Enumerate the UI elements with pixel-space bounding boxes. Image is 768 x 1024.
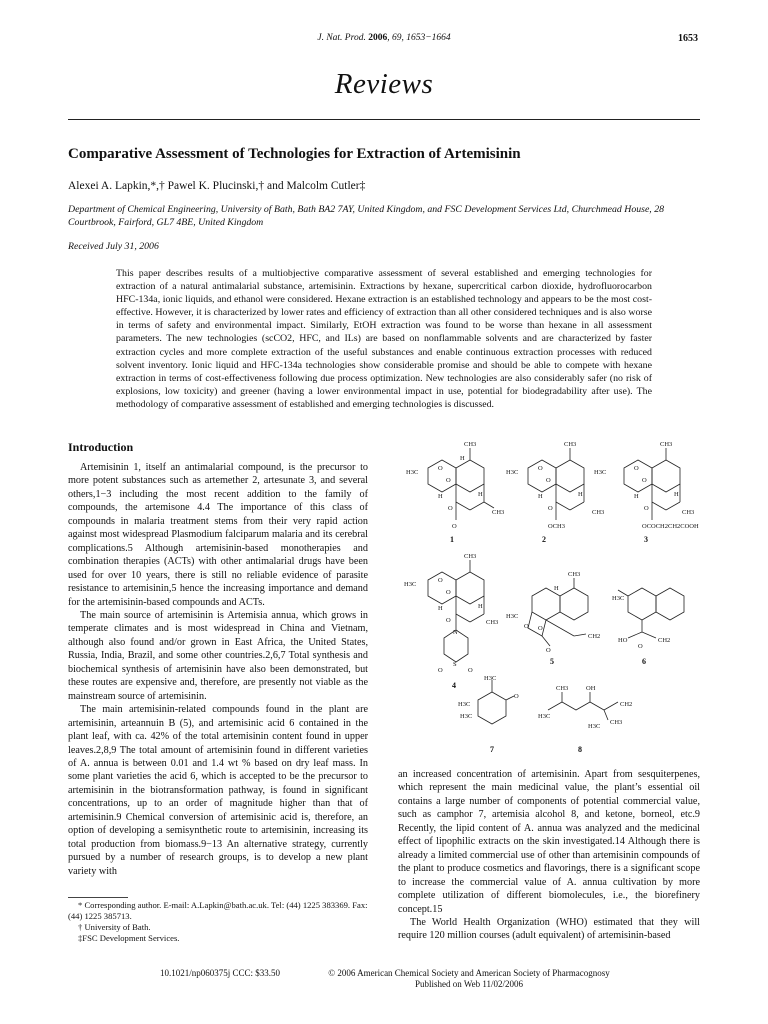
structure-artemether — [506, 441, 607, 544]
journal-citation: , 69, 1653−1664 — [387, 33, 451, 43]
svg-text:H: H — [578, 491, 583, 498]
svg-text:O: O — [446, 617, 451, 624]
svg-text:H3C: H3C — [506, 613, 519, 620]
structure-arteannuin-b — [506, 571, 600, 666]
svg-text:O: O — [538, 625, 543, 632]
svg-text:O: O — [548, 505, 553, 512]
svg-text:O: O — [634, 465, 639, 472]
svg-text:O: O — [546, 477, 551, 484]
svg-text:O: O — [438, 667, 443, 674]
received-date: Received July 31, 2006 — [68, 241, 159, 252]
affiliation: Department of Chemical Engineering, University of Bath, Bath BA2 7AY, United Kingdom, and FSC Development Services Ltd, Churchmead House, 28 Courtbrook, Fairford, GL7 4BE, United Kingdom — [68, 204, 664, 228]
svg-text:OH: OH — [586, 685, 596, 692]
svg-text:CH3: CH3 — [564, 441, 577, 448]
svg-text:O: O — [524, 623, 529, 630]
svg-text:CH3: CH3 — [464, 553, 477, 560]
right-column — [398, 768, 700, 943]
svg-text:CH3: CH3 — [610, 719, 623, 726]
compound-label: 5 — [550, 657, 554, 666]
svg-text:O: O — [644, 505, 649, 512]
svg-text:CH3: CH3 — [660, 441, 673, 448]
publication-date: Published on Web 11/02/2006 — [414, 979, 524, 989]
svg-text:H3C: H3C — [460, 713, 473, 720]
footnote-corresponding: * Corresponding author. E-mail: A.Lapkin@bath.ac.uk. Tel: (44) 1225 383369. Fax: (44) 1225 385713. — [68, 900, 368, 921]
intro-paragraph: Artemisinin 1, itself an antimalarial compound, is the precursor to more potent substances such as artemether 2, artesunate 3, and several others,1−3 including the most recent addition to the family of compounds, the artemisone 4.4 The importance of this class of compounds in malaria treatment stems from their very rapid action against most widespread Plasmodium falciparum malaria and its cerebral complications.5 Although artemisinin-based monotherapies and combination therapies (ACTs) with other antimalarial drugs have been used for over 10 years, there is still no reliable evidence of parasite resistance to artemisinin,5 hence the increasing importance and demand for the artemisinin-based compounds and ACTs. — [68, 462, 368, 608]
journal-name: J. Nat. Prod. — [317, 33, 366, 43]
svg-text:H: H — [460, 455, 465, 462]
svg-text:H: H — [634, 493, 639, 500]
svg-text:O: O — [642, 477, 647, 484]
abstract: This paper describes results of a multiobjective comparative assessment of several established and emerging technologies for extraction of a natural antimalarial substance, artemisinin. Extractions by hexane, supercritical carbon dioxide, hydrofluorocarbon HFC-134a, ionic liquids, and ethanol were considered. Hexane extraction is an established technology and appears to be the most cost-effective. However, it is characterized by lower rates and efficiency of extraction than all other considered techniques and is also worse in terms of safety and environmental impact. Similarly, EtOH extraction was found to be worse than hexane in all assessment parameters. The new technologies (scCO2, HFC, and ILs) are based on nonflammable solvents and are characterized by faster extraction cycles and more complete extraction of the useful substances and enable continuous extraction processes with reduced solvent inventory. Ionic liquid and HFC-134a technologies show considerable promise and should be able to compete with hexane extraction in terms of cost-effectiveness following due process optimization. New technologies are also considerably safer (no risk of explosions, low toxicity) and greener (having a lower environmental impact in use, potential for biodegradability after use). The methodology of comparative assessment of established and emerging technologies is discussed. — [116, 268, 652, 410]
svg-text:CH2: CH2 — [658, 637, 671, 644]
svg-text:O: O — [438, 465, 443, 472]
svg-text:H: H — [674, 491, 679, 498]
svg-text:O: O — [452, 523, 457, 530]
footnotes — [68, 900, 368, 944]
svg-text:CH3: CH3 — [486, 619, 499, 626]
svg-text:N: N — [453, 629, 458, 636]
structure-camphor — [458, 675, 519, 754]
doi: 10.1021/np060375j CCC: $33.50 — [160, 968, 281, 978]
compound-label: 2 — [542, 535, 546, 544]
svg-text:CH3: CH3 — [592, 509, 605, 516]
structure-artemisone — [404, 553, 498, 690]
title-rule — [68, 119, 700, 120]
footnote-rule — [68, 897, 128, 898]
svg-text:O: O — [446, 477, 451, 484]
svg-text:H: H — [438, 605, 443, 612]
svg-text:H3C: H3C — [594, 469, 607, 476]
svg-text:CH3: CH3 — [568, 571, 581, 578]
svg-text:O: O — [514, 693, 519, 700]
svg-text:OCOCH2CH2COOH: OCOCH2CH2COOH — [642, 523, 699, 530]
compound-label: 1 — [450, 535, 454, 544]
copyright: © 2006 American Chemical Society and American Society of Pharmacognosy — [328, 968, 610, 978]
svg-text:O: O — [448, 505, 453, 512]
svg-text:O: O — [446, 589, 451, 596]
svg-text:CH2: CH2 — [588, 633, 601, 640]
svg-text:H3C: H3C — [588, 723, 601, 730]
journal-year: 2006 — [368, 33, 388, 43]
svg-text:S: S — [453, 661, 457, 668]
intro-paragraph: an increased concentration of artemisinin. Apart from sesquiterpenes, which represent the main medicinal value, the plant’s essential oil contains a large number of components of potential commercial value, such as camphor 7, artemisia alcohol 8, and ketone, borneol, etc.9 Recently, the lipid content of A. annua was analyzed and the medicinal effect of lipophilic extracts on the skin investigated.14 Although there is already a limited commercial use of other than artemisinin compounds of the plant to produce cosmetics and flavorings, there is a significant scope to increase the commercial value of A. annua cultivation by more complete utilization of different biomolecules, i.e., the biorefinery concept.15 — [398, 769, 700, 915]
structure-artemisinic-acid — [612, 588, 684, 666]
svg-text:HO: HO — [618, 637, 628, 644]
compound-label: 8 — [578, 745, 582, 754]
footnote-fsc: ‡FSC Development Services. — [78, 933, 180, 943]
svg-text:CH3: CH3 — [464, 441, 477, 448]
svg-text:H: H — [538, 493, 543, 500]
svg-text:H: H — [438, 493, 443, 500]
svg-text:H3C: H3C — [506, 469, 519, 476]
chemical-structures-figure — [398, 436, 700, 756]
svg-text:H: H — [478, 491, 483, 498]
svg-text:H3C: H3C — [406, 469, 419, 476]
svg-text:O: O — [468, 667, 473, 674]
svg-text:H3C: H3C — [538, 713, 551, 720]
introduction-heading: Introduction — [68, 440, 134, 454]
structure-artesunate — [594, 441, 699, 544]
svg-text:CH3: CH3 — [492, 509, 505, 516]
compound-label: 6 — [642, 657, 646, 666]
svg-text:H3C: H3C — [612, 595, 625, 602]
compound-label: 4 — [452, 681, 456, 690]
page-number: 1653 — [678, 33, 698, 44]
svg-text:O: O — [538, 465, 543, 472]
svg-text:CH3: CH3 — [556, 685, 569, 692]
footnote-bath: † University of Bath. — [78, 922, 151, 932]
svg-text:OCH3: OCH3 — [548, 523, 565, 530]
intro-paragraph: The World Health Organization (WHO) estimated that they will require 120 million courses (adult equivalent) of artemisinin-based — [398, 916, 700, 942]
svg-text:H: H — [478, 603, 483, 610]
svg-text:O: O — [438, 577, 443, 584]
structure-artemisinin — [406, 441, 504, 544]
svg-text:O: O — [638, 643, 643, 650]
svg-text:H: H — [554, 585, 559, 592]
article-title: Comparative Assessment of Technologies for Extraction of Artemisinin — [68, 146, 521, 162]
structure-artemisia-alcohol — [538, 685, 632, 754]
authors: Alexei A. Lapkin,*,† Pawel K. Plucinski,† and Malcolm Cutler‡ — [68, 180, 366, 192]
svg-text:H3C: H3C — [404, 581, 417, 588]
compound-label: 3 — [644, 535, 648, 544]
svg-text:H3C: H3C — [458, 701, 471, 708]
svg-text:CH2: CH2 — [620, 701, 633, 708]
intro-paragraph: The main artemisinin-related compounds found in the plant are artemisinin, arteannuin B (5), and artemisinic acid 6 contained in the plant leaf, with ca. 42% of the total artemisinin content found in upper leaves.2,8,9 The total amount of artemisinin found in different varieties of A. annua is between 0.01 and 1.4 wt % based on dry leaf mass. In some plant varieties the acid 6, which is accepted to be the precursor to artemisinin in the biotransformation pathway, is found in significant concentrations, up to an order of magnitude higher than that of artemisinin.9 Chemical conversion of artemisinic acid is, therefore, an option of developing a semisynthetic route to artemisinin, increasing its total production from biomass.9−13 An alternative strategy, currently pursued by a number of research groups, is to develop a new plant variety with — [68, 704, 368, 877]
left-column — [68, 461, 368, 878]
running-head — [0, 33, 768, 43]
svg-text:O: O — [546, 647, 551, 654]
svg-text:H3C: H3C — [484, 675, 497, 682]
compound-label: 7 — [490, 745, 494, 754]
intro-paragraph: The main source of artemisinin is Artemisia annua, which grows in temperate climates and is most widespread in China and Vietnam, although also found and/or grown in East Africa, the United States, Russia, India, Brazil, and some other countries.2,6,7 Total synthesis and biochemical synthesis of artemisinin have also been demonstrated, but these routes are expensive and, therefore, are presently not viable as the mainstream source of artemisinin. — [68, 609, 368, 702]
page-footer — [0, 968, 768, 990]
svg-text:CH3: CH3 — [682, 509, 695, 516]
section-title: Reviews — [334, 68, 434, 100]
